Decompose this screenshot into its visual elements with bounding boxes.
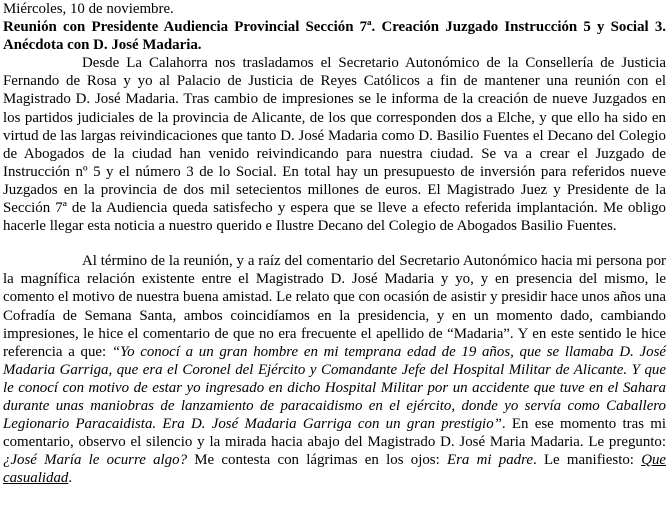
document-page xyxy=(3,0,666,487)
paragraph-1: Desde La Calahorra nos trasladamos el Secretario Autonómico de la Consellería de Justicia Fernando de Rosa y yo al Palacio de Justicia de Reyes Católicos a fin de mantener una reunión con el Magistrado D. José Madaria. Tras cambio de impresiones se le informa de la creación de nueve Juzgados en los partidos judiciales de la provincia de Alicante, de los que corresponden dos a Elche, y que ello ha sido en virtud de las largas reivindicaciones que tanto D. José Madaria como D. Basilio Fuentes el Decano del Colegio de Abogados de la ciudad han venido reivindicando para nuestra ciudad. Se va a crear el Juzgado de Instrucción nº 5 y el número 3 de lo Social. En total hay un presupuesto de inversión para referidos nueve Juzgados en la provincia de dos mil setecientos millones de euros. El Magistrado Juez y Presidente de la Sección 7ª de la Audiencia queda satisfecho y espera que se lleve a efecto referida implantación. Me obligo hacerle llegar esta noticia a nuestro querido e Ilustre Decano del Colegio de Abogados Basilio Fuentes. xyxy=(3,55,666,235)
paragraph-2-continuation: . En ese momento tras mi comentario, observo el silencio y la mirada hacia abajo del Magistrado D. José Maria Madaria. Le pregunto: xyxy=(3,416,667,451)
document-date: Miércoles, 10 de noviembre. xyxy=(3,1,174,17)
question-text: ¿José María le ocurre algo? xyxy=(3,452,188,469)
closing-text: Que casualidad xyxy=(3,452,666,487)
paragraph-2-end: . xyxy=(68,470,73,487)
paragraph-2-text: Al término de la reunión, y a raíz del comentario del Secretario Autonómico hacia mi persona por la magnífica relación existente entre el Magistrado D. José Madaria y yo, y en presencia del mismo, le comento el motivo de nuestra buena amistad. Le relato que con ocasión de asistir y presidir hace unos años una Cofradía de Semana Santa, ambos coincidíamos en la presidencia, y en un momento dado, cambiando impresiones, le hice el comentario de que no era frecuente el apellido de “Madaria”. Y en este sentido le hice referencia a que: xyxy=(3,253,666,360)
paragraph-2-reply: Me contesta con lágrimas en los ojos: xyxy=(187,452,447,469)
paragraph-2-statement: . Le manifiesto: xyxy=(532,452,642,469)
paragraph-spacer xyxy=(3,235,666,252)
document-title: Reunión con Presidente Audiencia Provincial Sección 7ª. Creación Juzgado Instrucción 5 y Social 3. Anécdota con D. José Madaria. xyxy=(3,19,666,54)
answer-text: Era mi padre xyxy=(447,452,533,469)
paragraph-2 xyxy=(3,252,666,487)
quote-text: “Yo conocí a un gran hombre en mi temprana edad de 19 años, que se llamaba D. José Madaria Garriga, que era el Coronel del Ejército y Comandante Jefe del Hospital Militar de Alicante. Y que le conocí con motivo de estar yo ingresado en dicho Hospital Militar por un accidente que tuve en el Sahara durante unas maniobras de lanzamiento de paracaidismo en el ejército, donde yo servía como Caballero Legionario Paracaidista. Era D. José Madaria Garriga con un gran prestigio” xyxy=(3,343,667,433)
